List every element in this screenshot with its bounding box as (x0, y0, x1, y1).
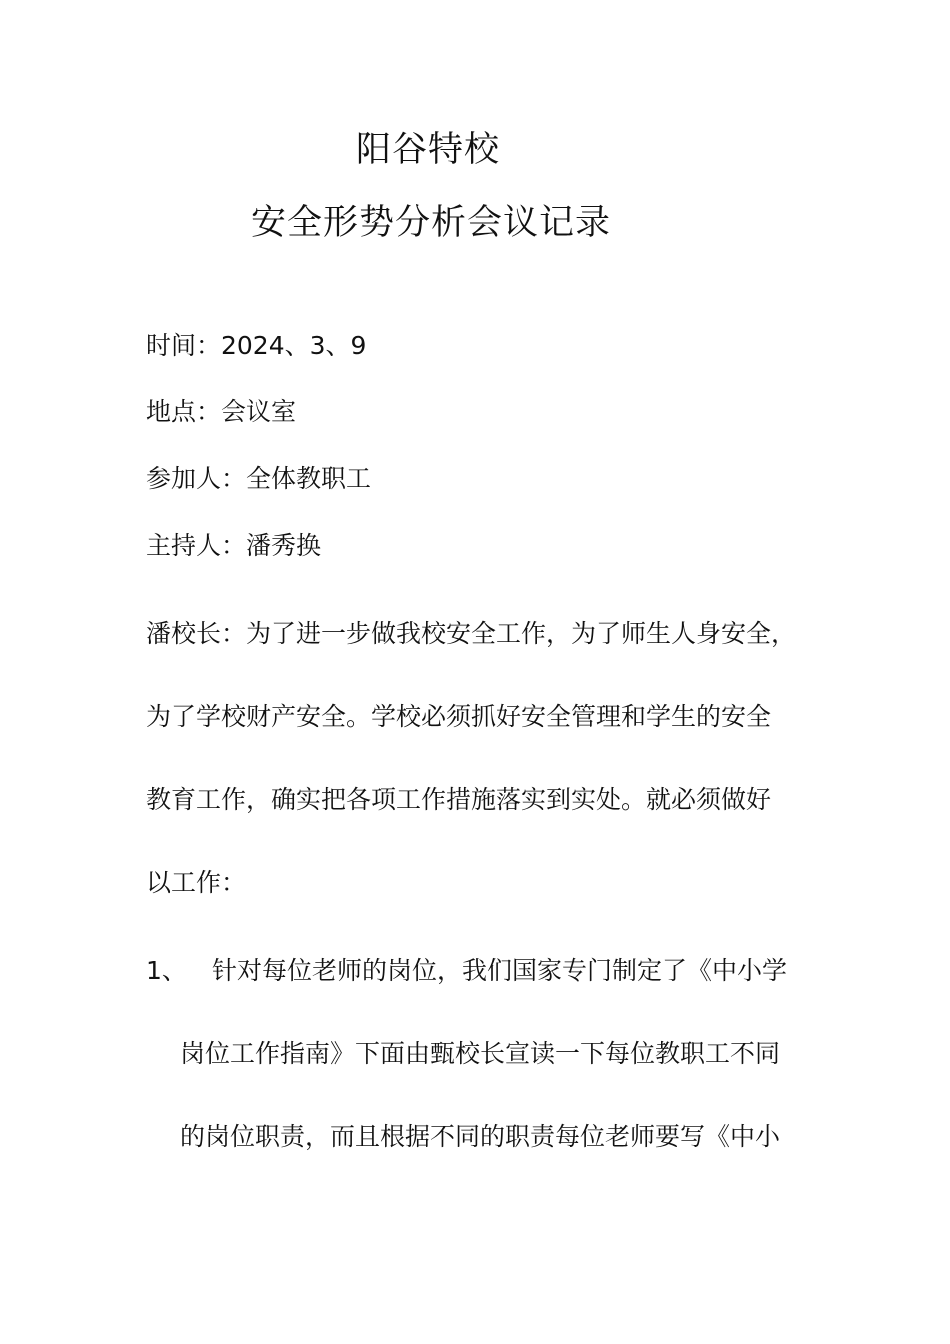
paragraph-line: 以工作： (146, 868, 247, 897)
paragraph-line: 教育工作，确实把各项工作措施落实到实处。就必须做好 (146, 785, 772, 814)
list-item-number: 1、 (146, 956, 187, 985)
paragraph-line: 为了学校财产安全。学校必须抓好安全管理和学生的安全 (146, 702, 772, 731)
meeting-attendees: 参加人：全体教职工 (146, 464, 372, 493)
meeting-time: 时间：2024、3、9 (146, 331, 367, 360)
list-item-line: 的岗位职责，而且根据不同的职责每位老师要写《中小 (180, 1122, 781, 1151)
paragraph-line: 潘校长：为了进一步做我校安全工作，为了师生人身安全， (146, 619, 797, 648)
school-name-title: 阳谷特校 (356, 130, 501, 170)
list-item-line: 针对每位老师的岗位，我们国家专门制定了《中小学 (212, 956, 788, 985)
meeting-host: 主持人：潘秀换 (146, 531, 322, 560)
meeting-place: 地点：会议室 (146, 397, 297, 426)
list-item-line: 岗位工作指南》下面由甄校长宣读一下每位教职工不同 (180, 1039, 781, 1068)
meeting-record-title: 安全形势分析会议记录 (251, 203, 612, 243)
